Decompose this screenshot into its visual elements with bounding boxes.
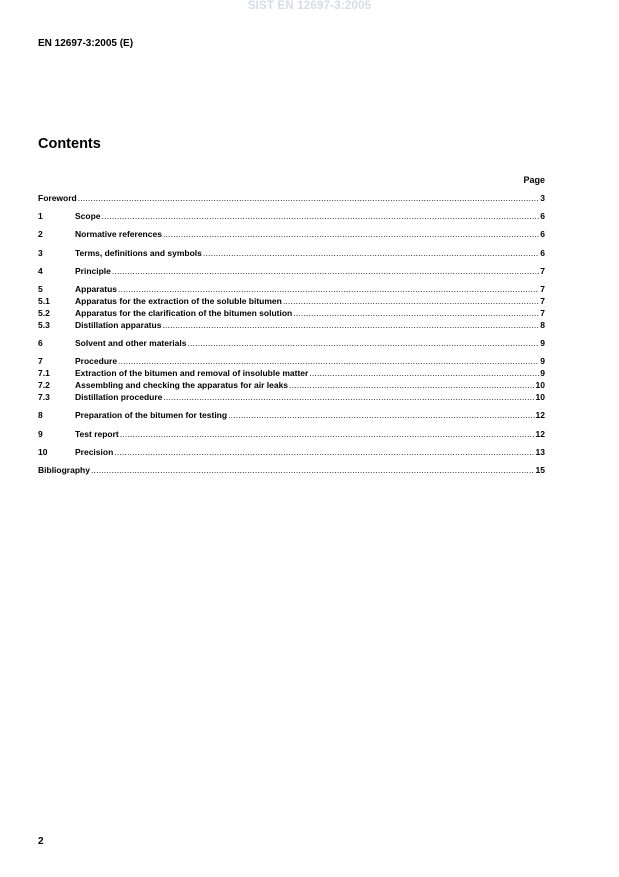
toc-entry-title: Apparatus for the clarification of the bitumen solution (75, 308, 293, 318)
toc-entry-title: Apparatus for the extraction of the soluble bitumen (75, 296, 282, 306)
dot-leader (114, 447, 534, 458)
dot-leader (102, 211, 540, 222)
page-column-label: Page (523, 175, 545, 185)
toc-entry-page: 7 (540, 284, 545, 294)
toc-entry-number: 2 (38, 229, 43, 239)
dot-leader (187, 338, 539, 349)
toc-entry-page: 7 (540, 296, 545, 306)
toc-entry[interactable] (38, 429, 545, 440)
dot-leader (203, 248, 539, 259)
toc-entry-number: 10 (38, 447, 48, 457)
toc-entry-page: 12 (535, 429, 545, 439)
toc-entry[interactable] (38, 356, 545, 367)
dot-leader (283, 296, 539, 307)
toc-entry[interactable] (38, 392, 545, 403)
toc-entry-page: 9 (540, 356, 545, 366)
toc-entry-page: 9 (540, 368, 545, 378)
toc-entry-page: 8 (540, 320, 545, 330)
watermark: SIST EN 12697-3:2005 (247, 0, 372, 12)
toc-entry-title: Principle (75, 266, 111, 276)
toc-entry-title: Preparation of the bitumen for testing (75, 410, 228, 420)
toc-entry[interactable] (38, 465, 545, 476)
toc-entry-title: Procedure (75, 356, 118, 366)
toc-entry-page: 7 (540, 308, 545, 318)
toc-entry-title: Terms, definitions and symbols (75, 248, 202, 258)
dot-leader (162, 320, 539, 331)
toc-entry[interactable] (38, 320, 545, 331)
toc-entry-number: 1 (38, 211, 43, 221)
toc-entry-title: Distillation apparatus (75, 320, 162, 330)
toc-entry-title: Normative references (75, 229, 162, 239)
toc-entry-title: Bibliography (38, 465, 90, 475)
toc-entry-page: 6 (540, 229, 545, 239)
toc-entry-title: Assembling and checking the apparatus for air leaks (75, 380, 289, 390)
toc-entry-number: 7.3 (38, 392, 50, 402)
toc-entry[interactable] (38, 308, 545, 319)
dot-leader (163, 229, 539, 240)
toc-entry-page: 3 (540, 193, 545, 203)
toc-entry-number: 5.1 (38, 296, 50, 306)
toc-entry[interactable] (38, 266, 545, 277)
toc-entry-title: Precision (75, 447, 114, 457)
toc-entry-number: 7 (38, 356, 43, 366)
toc-entry[interactable] (38, 248, 545, 259)
toc-entry-number: 9 (38, 429, 43, 439)
document-id-header: EN 12697-3:2005 (E) (38, 38, 134, 49)
toc-entry-number: 3 (38, 248, 43, 258)
toc-entry-title: Scope (75, 211, 101, 221)
toc-entry[interactable] (38, 410, 545, 421)
toc-entry-title: Test report (75, 429, 119, 439)
toc-entry-page: 6 (540, 248, 545, 258)
toc-entry-page: 7 (540, 266, 545, 276)
toc-entry-title: Extraction of the bitumen and removal of insoluble matter (75, 368, 309, 378)
toc-entry-number: 7.2 (38, 380, 50, 390)
toc-entry[interactable] (38, 368, 545, 379)
toc-entry-page: 9 (540, 338, 545, 348)
dot-leader (163, 392, 534, 403)
dot-leader (91, 465, 535, 476)
toc-entry[interactable] (38, 338, 545, 349)
toc-entry[interactable] (38, 447, 545, 458)
toc-entry-title: Foreword (38, 193, 77, 203)
dot-leader (120, 429, 535, 440)
toc-entry[interactable] (38, 380, 545, 391)
toc-entry[interactable] (38, 193, 545, 204)
dot-leader (293, 308, 539, 319)
toc-entry-number: 8 (38, 410, 43, 420)
toc-entry-title: Apparatus (75, 284, 118, 294)
page-number: 2 (38, 836, 44, 847)
toc-entry-number: 6 (38, 338, 43, 348)
toc-entry-number: 5 (38, 284, 43, 294)
toc-entry-page: 10 (535, 380, 545, 390)
toc-entry-number: 4 (38, 266, 43, 276)
dot-leader (118, 356, 539, 367)
dot-leader (289, 380, 534, 391)
toc-entry[interactable] (38, 296, 545, 307)
toc-entry-page: 6 (540, 211, 545, 221)
toc-entry-page: 13 (535, 447, 545, 457)
dot-leader (228, 410, 534, 421)
toc-entry-page: 10 (535, 392, 545, 402)
toc-entry[interactable] (38, 284, 545, 295)
toc-entry-number: 5.2 (38, 308, 50, 318)
toc-entry-number: 7.1 (38, 368, 50, 378)
toc-entry-title: Distillation procedure (75, 392, 163, 402)
dot-leader (112, 266, 539, 277)
toc-entry-number: 5.3 (38, 320, 50, 330)
toc-entry[interactable] (38, 229, 545, 240)
toc-entry-title: Solvent and other materials (75, 338, 187, 348)
contents-heading: Contents (38, 136, 101, 152)
dot-leader (118, 284, 539, 295)
toc-entry-page: 15 (535, 465, 545, 475)
toc-entry-page: 12 (535, 410, 545, 420)
dot-leader (309, 368, 539, 379)
dot-leader (78, 193, 540, 204)
toc-entry[interactable] (38, 211, 545, 222)
